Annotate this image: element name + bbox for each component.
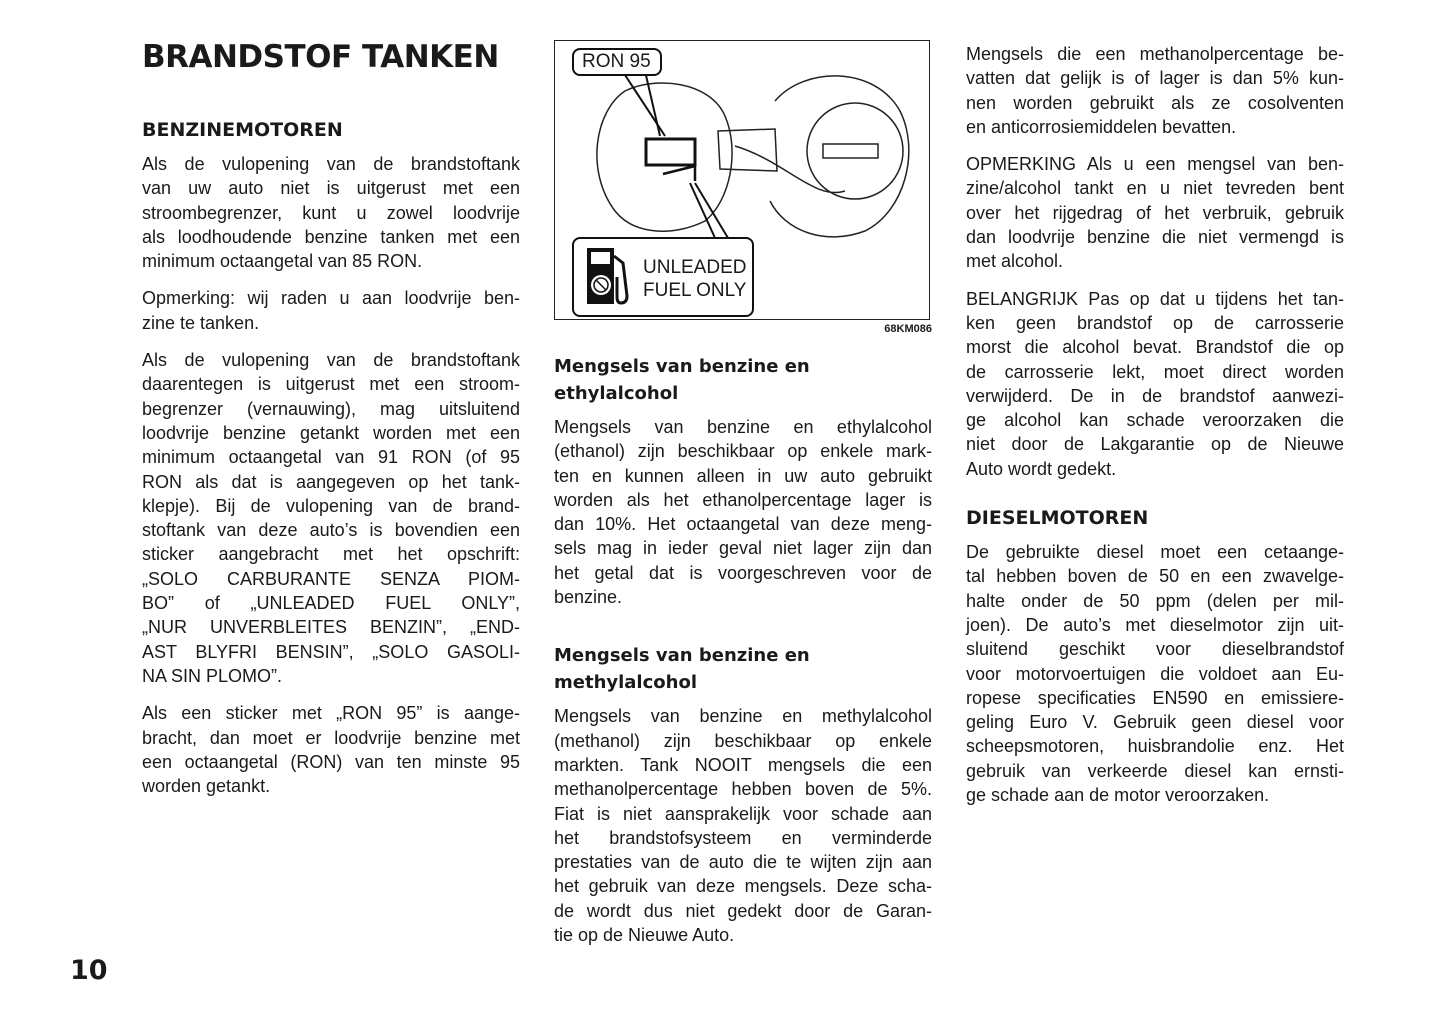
text-line: zine te tanken. (142, 312, 260, 333)
section-heading-benzinemotoren: BENZINEMOTOREN (142, 119, 343, 141)
benzine-paragraphs (142, 152, 520, 798)
paragraph (554, 704, 932, 947)
text-line: met alcohol. (966, 251, 1064, 272)
text-line: het brandstofsysteem en verminderde (554, 827, 932, 848)
text-line: dan 10%. Het octaangetal van deze meng- (554, 514, 932, 535)
text-line: als loodhoudende benzine tanken met een (142, 226, 520, 247)
figure-code: 68KM086 (884, 323, 932, 335)
text-line: Mengsels die een methanolpercentage be- (966, 44, 1344, 64)
text-line: loodvrije benzine getankt worden met een (142, 422, 520, 443)
text-line: dan loodvrije benzine die niet vermengd is (966, 227, 1344, 248)
paragraph (142, 701, 520, 798)
text-line: tie op de Nieuwe Auto. (554, 925, 735, 946)
paragraph (142, 152, 520, 273)
text-line: ten en kunnen alleen in uw auto gebruikt (554, 465, 932, 486)
text-line: begrenzer (vernauwing), mag uitsluitend (142, 398, 520, 419)
text-line: scheepsmotoren, huisbrandolie enz. Het (966, 736, 1344, 757)
text-line: sluitend geschikt voor dieselbrandstof (966, 639, 1344, 660)
paragraph (142, 348, 520, 688)
text-line: het gebruik van deze mengsels. Deze scha- (554, 876, 932, 897)
text-line: de carrosserie lekt, moet direct worden (966, 361, 1344, 382)
text-line: „NUR UNVERBLEITES BENZIN”, „END- (142, 617, 520, 638)
fuel-cap-figure (554, 40, 930, 320)
text-line: prestaties van de auto die te wijten zijn aan (554, 852, 932, 873)
text-line: morst die alcohol bevat. Brandstof die op (966, 337, 1344, 358)
text-line: ken geen brandstof op de carrosserie (966, 312, 1344, 333)
text-line: gebruik van verkeerde diesel kan ernsti- (966, 760, 1344, 781)
text-line: OPMERKING Als u een mengsel van ben- (966, 154, 1344, 175)
paragraph (142, 286, 520, 335)
heading-line: Mengsels van benzine en (554, 356, 810, 377)
text-line: benzine. (554, 587, 623, 608)
text-line: worden getankt. (142, 776, 271, 797)
text-line: Als een sticker met „RON 95” is aange- (142, 703, 520, 724)
alcohol-mixture-sections (554, 353, 932, 947)
text-line: verwijderd. De in de brandstof aanwezi- (966, 385, 1344, 406)
text-line: NA SIN PLOMO”. (142, 665, 283, 686)
text-line: worden als het ethanolpercentage lager is (554, 489, 932, 510)
text-line: halte onder de 50 ppm (delen per mil- (966, 590, 1344, 611)
text-line: joen). De auto’s met dieselmotor zijn uit- (966, 614, 1344, 635)
text-line: methanolpercentage hebben boven de 5%. (554, 779, 932, 800)
text-line: vatten dat gelijk is of lager is dan 5% kun- (966, 68, 1344, 89)
text-line: Als de vulopening van de brandstoftank (142, 350, 520, 371)
text-line: het getal dat is voorgeschreven voor de (554, 562, 932, 583)
paragraph (966, 152, 1344, 273)
text-line: (ethanol) zijn beschikbaar op enkele mark- (554, 441, 932, 462)
unleaded-label-line: FUEL ONLY (643, 280, 747, 301)
subsection-heading (554, 353, 932, 407)
text-line: een octaangetal (RON) van ten minste 95 (142, 751, 520, 772)
text-line: markten. Tank NOOIT mengsels die een (554, 754, 932, 775)
text-line: en anticorrosiemiddelen bevatten. (966, 116, 1237, 137)
text-line: Mengsels van benzine en methylalcohol (554, 706, 932, 727)
text-line: (methanol) zijn beschikbaar op enkele (554, 730, 932, 751)
text-line: Auto wordt gedekt. (966, 458, 1117, 479)
paragraph (966, 287, 1344, 481)
text-line: Opmerking: wij raden u aan loodvrije ben- (142, 288, 520, 309)
paragraph (554, 415, 932, 609)
text-line: tal hebben boven de 50 en een zwavelge- (966, 566, 1344, 587)
heading-line: Mengsels van benzine en (554, 645, 810, 667)
page-title: BRANDSTOF TANKEN (142, 39, 499, 75)
text-line: Fiat is niet aansprakelijk voor schade aan (554, 803, 932, 824)
text-line: minimum octaangetal van 85 RON. (142, 251, 423, 272)
text-line: RON als dat is aangegeven op het tank- (142, 471, 520, 492)
unleaded-label-line: UNLEADED (643, 257, 747, 278)
text-line: minimum octaangetal van 91 RON (of 95 (142, 447, 520, 468)
column-3 (966, 42, 1344, 820)
heading-line: ethylalcohol (554, 383, 679, 404)
text-line: niet door de Lakgarantie op de Nieuwe (966, 434, 1344, 455)
text-line: nen worden gebruikt als ze cosolventen (966, 92, 1344, 113)
heading-line: methylalcohol (554, 672, 697, 694)
text-line: van uw auto niet is uitgerust met een (142, 178, 520, 199)
text-line: daarentegen is uitgerust met een stroom- (142, 374, 520, 395)
text-line: „SOLO CARBURANTE SENZA PIOM- (142, 568, 520, 589)
subsection-heading (554, 642, 932, 696)
text-line: BELANGRIJK Pas op dat u tijdens het tan- (966, 288, 1344, 309)
text-line: voor motorvoertuigen die voldoet aan Eu- (966, 663, 1344, 684)
text-line: geling Euro V. Gebruik geen diesel voor (966, 712, 1344, 733)
text-line: de wordt dus niet gedekt door de Garan- (554, 900, 932, 921)
column-1 (142, 38, 520, 811)
diesel-paragraph (966, 540, 1344, 807)
page-number: 10 (70, 955, 108, 986)
text-line: sels mag in ieder geval niet lager zijn dan (554, 538, 932, 559)
text-line: De gebruikte diesel moet een cetaange- (966, 542, 1344, 563)
paragraph (966, 42, 1344, 139)
text-line: bracht, dan moet er loodvrije benzine met (142, 727, 520, 748)
text-line: over het rijgedrag of het verbruik, gebruik (966, 202, 1344, 223)
text-line: klepje). Bij de vulopening van de brand- (142, 495, 520, 516)
text-line: sticker aangebracht met het opschrift: (142, 544, 520, 565)
text-line: AST BLYFRI BENSIN”, „SOLO GASOLI- (142, 641, 520, 662)
text-line: zine/alcohol tankt en u niet tevreden bent (966, 178, 1344, 199)
text-line: Mengsels van benzine en ethylalcohol (554, 417, 932, 437)
text-line: ropese specificaties EN590 en emissiere- (966, 687, 1344, 708)
text-line: stroombegrenzer, kunt u zowel loodvrije (142, 202, 520, 223)
text-line: ge schade aan de motor veroorzaken. (966, 785, 1270, 806)
section-heading-dieselmotoren: DIESELMOTOREN (966, 507, 1149, 530)
unleaded-label (643, 256, 746, 302)
methanol-notes (966, 42, 1344, 481)
column-2 (554, 40, 932, 960)
ron-95-label: RON 95 (582, 51, 651, 72)
text-line: BO” of „UNLEADED FUEL ONLY”, (142, 593, 520, 614)
text-line: stoftank van deze auto’s is bovendien een (142, 520, 520, 541)
text-line: Als de vulopening van de brandstoftank (142, 154, 520, 174)
text-line: ge alcohol kan schade veroorzaken die (966, 410, 1344, 431)
